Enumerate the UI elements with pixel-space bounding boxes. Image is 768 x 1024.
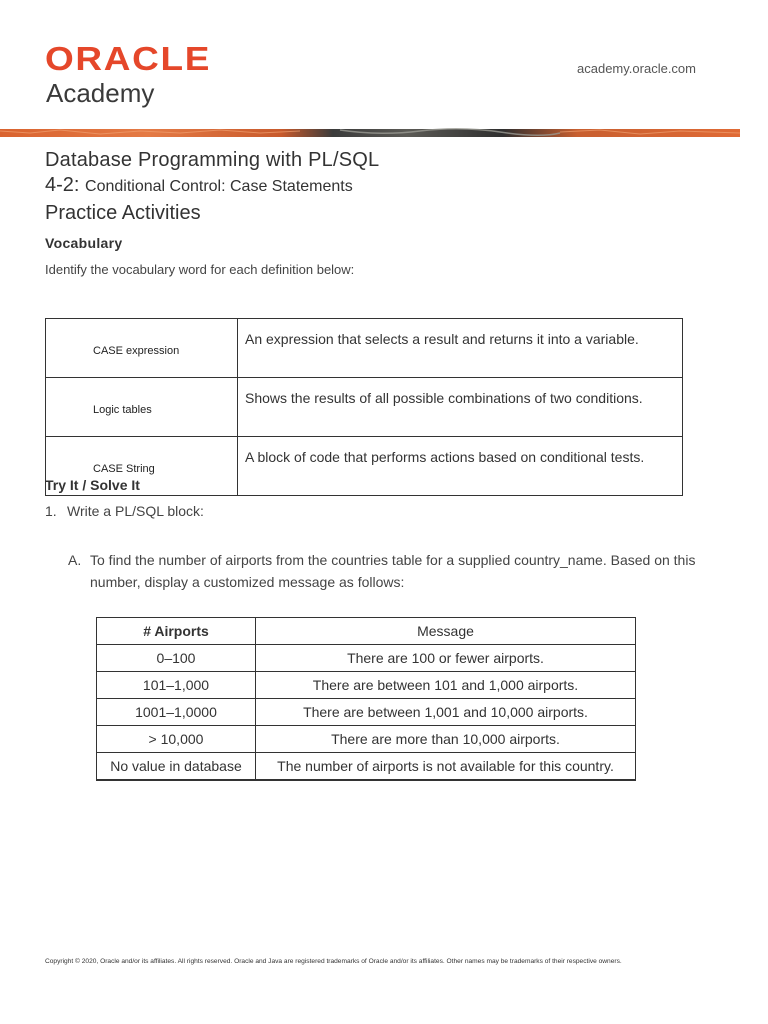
try-it-heading: Try It / Solve It [45,477,140,493]
vocab-definition: A block of code that performs actions based on conditional tests. [238,437,683,496]
step-1-number: 1. [45,503,57,519]
step-a [68,549,708,593]
table-row [97,645,636,672]
airport-message: The number of airports is not available for this country. [256,753,636,781]
vocabulary-instruction: Identify the vocabulary word for each definition below: [45,262,355,277]
site-url: academy.oracle.com [577,61,696,76]
vocabulary-heading: Vocabulary [45,235,123,251]
airport-range: 0–100 [97,645,256,672]
lesson-number: 4-2: [45,174,80,196]
lesson-name: Conditional Control: Case Statements [85,178,353,195]
step-a-number: A. [68,552,82,568]
table-header-row [97,618,636,645]
airport-range: > 10,000 [97,726,256,753]
table-row [97,699,636,726]
airports-message-table [96,617,636,781]
airport-message: There are more than 10,000 airports. [256,726,636,753]
table-row [97,726,636,753]
table-row [97,753,636,781]
vocab-word: Logic tables [46,378,238,437]
table-row [46,319,683,378]
column-header-airports: # Airports [97,618,256,645]
oracle-logo: ORACLE [45,40,212,77]
table-row [97,672,636,699]
copyright-footer: Copyright © 2020, Oracle and/or its affiliates. All rights reserved. Oracle and Java are registered trademarks of Oracle and/or its affiliates. Other names may be trademarks of their respective owners. [45,958,622,965]
vocabulary-table [45,318,683,496]
airport-message: There are 100 or fewer airports. [256,645,636,672]
airport-range: 1001–1,0000 [97,699,256,726]
step-1-text: Write a PL/SQL block: [67,503,204,519]
table-row [46,437,683,496]
table-row [46,378,683,437]
practice-title: Practice Activities [45,202,201,224]
vocab-word: CASE expression [46,319,238,378]
airport-message: There are between 1,001 and 10,000 airports. [256,699,636,726]
airport-range: 101–1,000 [97,672,256,699]
course-title: Database Programming with PL/SQL [45,149,380,171]
airport-range: No value in database [97,753,256,781]
vocab-definition: An expression that selects a result and returns it into a variable. [238,319,683,378]
lesson-title [45,172,379,200]
academy-wordmark: Academy [46,78,155,108]
airport-message: There are between 101 and 1,000 airports. [256,672,636,699]
step-a-text: To find the number of airports from the countries table for a supplied country_name. Based on this number, display a customized message as follows: [90,552,696,590]
decorative-banner [0,127,768,139]
column-header-message: Message [256,618,636,645]
vocab-word: CASE String [46,437,238,496]
title-block [45,148,379,226]
step-1 [45,503,204,519]
vocab-definition: Shows the results of all possible combinations of two conditions. [238,378,683,437]
